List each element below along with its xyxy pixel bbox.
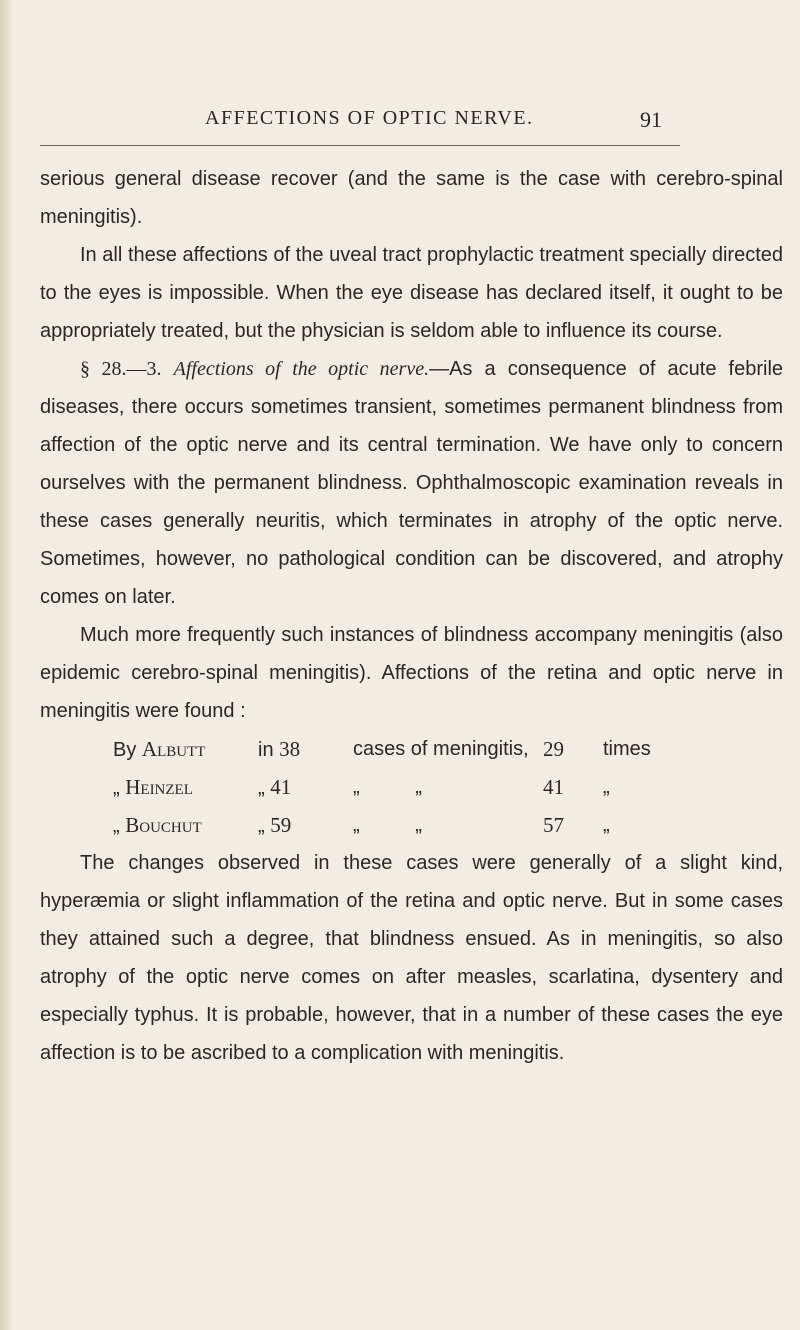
header-rule [40, 145, 680, 146]
stat-in: „ [258, 815, 265, 837]
stat-prefix: „ [113, 777, 120, 799]
paragraph-meningitis: Much more frequently such instances of blindness accompany meningitis (also epidemic cerebro-spinal meningitis). Affections of the retina and optic nerve in meningitis were found : [40, 624, 783, 722]
stat-cases: 41 [270, 775, 292, 799]
stat-prefix: „ [113, 815, 120, 837]
stat-prefix: By [113, 739, 137, 761]
stat-author: Albutt [141, 737, 206, 761]
stat-unit: „ [603, 814, 610, 836]
paragraph-prophylaxis: In all these affections of the uveal tract prophylactic treatment specially directed to the eyes is impossible. When the eye disease has declared itself, it ought to be appropriately treated, but the physician is seldom able to influence its course. [40, 244, 783, 342]
stat-in: in [258, 739, 274, 761]
section-text: —As a consequence of acute febrile diseases, there occurs sometimes transient, sometimes permanent blindness from affection of the optic nerve and its central termination. We have only to concern ourselves with the permanent blindness. Ophthalmoscopic examination reveals in these cases generally neuritis, which terminates in atrophy of the optic nerve. Sometimes, however, no pathological condition can be discovered, and atrophy comes on later. [40, 358, 784, 608]
section-title: Affections of the optic nerve. [173, 358, 430, 380]
stat-row [40, 730, 783, 768]
stat-label: „ „ [353, 776, 422, 798]
stat-count: 57 [543, 813, 564, 837]
stat-row [40, 806, 783, 844]
running-head: AFFECTIONS OF OPTIC NERVE. [205, 107, 534, 129]
meningitis-statistics [40, 730, 783, 844]
section-paragraph [40, 350, 783, 616]
page-header [0, 107, 800, 135]
page-edge [0, 0, 12, 1330]
stat-row [40, 768, 783, 806]
stat-cases: 38 [279, 737, 301, 761]
paragraph-continuation: serious general disease recover (and the same is the case with cerebro-spinal meningitis). [40, 168, 783, 228]
stat-unit: times [603, 738, 651, 760]
stat-in: „ [258, 777, 265, 799]
stat-author: Bouchut [125, 813, 202, 837]
stat-count: 29 [543, 737, 564, 761]
stat-count: 41 [543, 775, 564, 799]
paragraph-changes: The changes observed in these cases were generally of a slight kind, hyperæmia or slight inflammation of the retina and optic nerve. But in some cases they attained such a degree, that blindness ensued. As in meningitis, so also atrophy of the optic nerve comes on after measles, scarlatina, dysentery and especially typhus. It is probable, however, that in a number of these cases the eye affection is to be ascribed to a complication with meningitis. [40, 852, 783, 1064]
stat-label: cases of meningitis, [353, 738, 529, 760]
stat-unit: „ [603, 776, 610, 798]
stat-label: „ „ [353, 814, 422, 836]
stat-author: Heinzel [125, 775, 193, 799]
page-number: 91 [640, 107, 662, 132]
stat-cases: 59 [270, 813, 292, 837]
section-number: § 28.—3. [80, 358, 162, 380]
body-text [40, 160, 783, 1072]
